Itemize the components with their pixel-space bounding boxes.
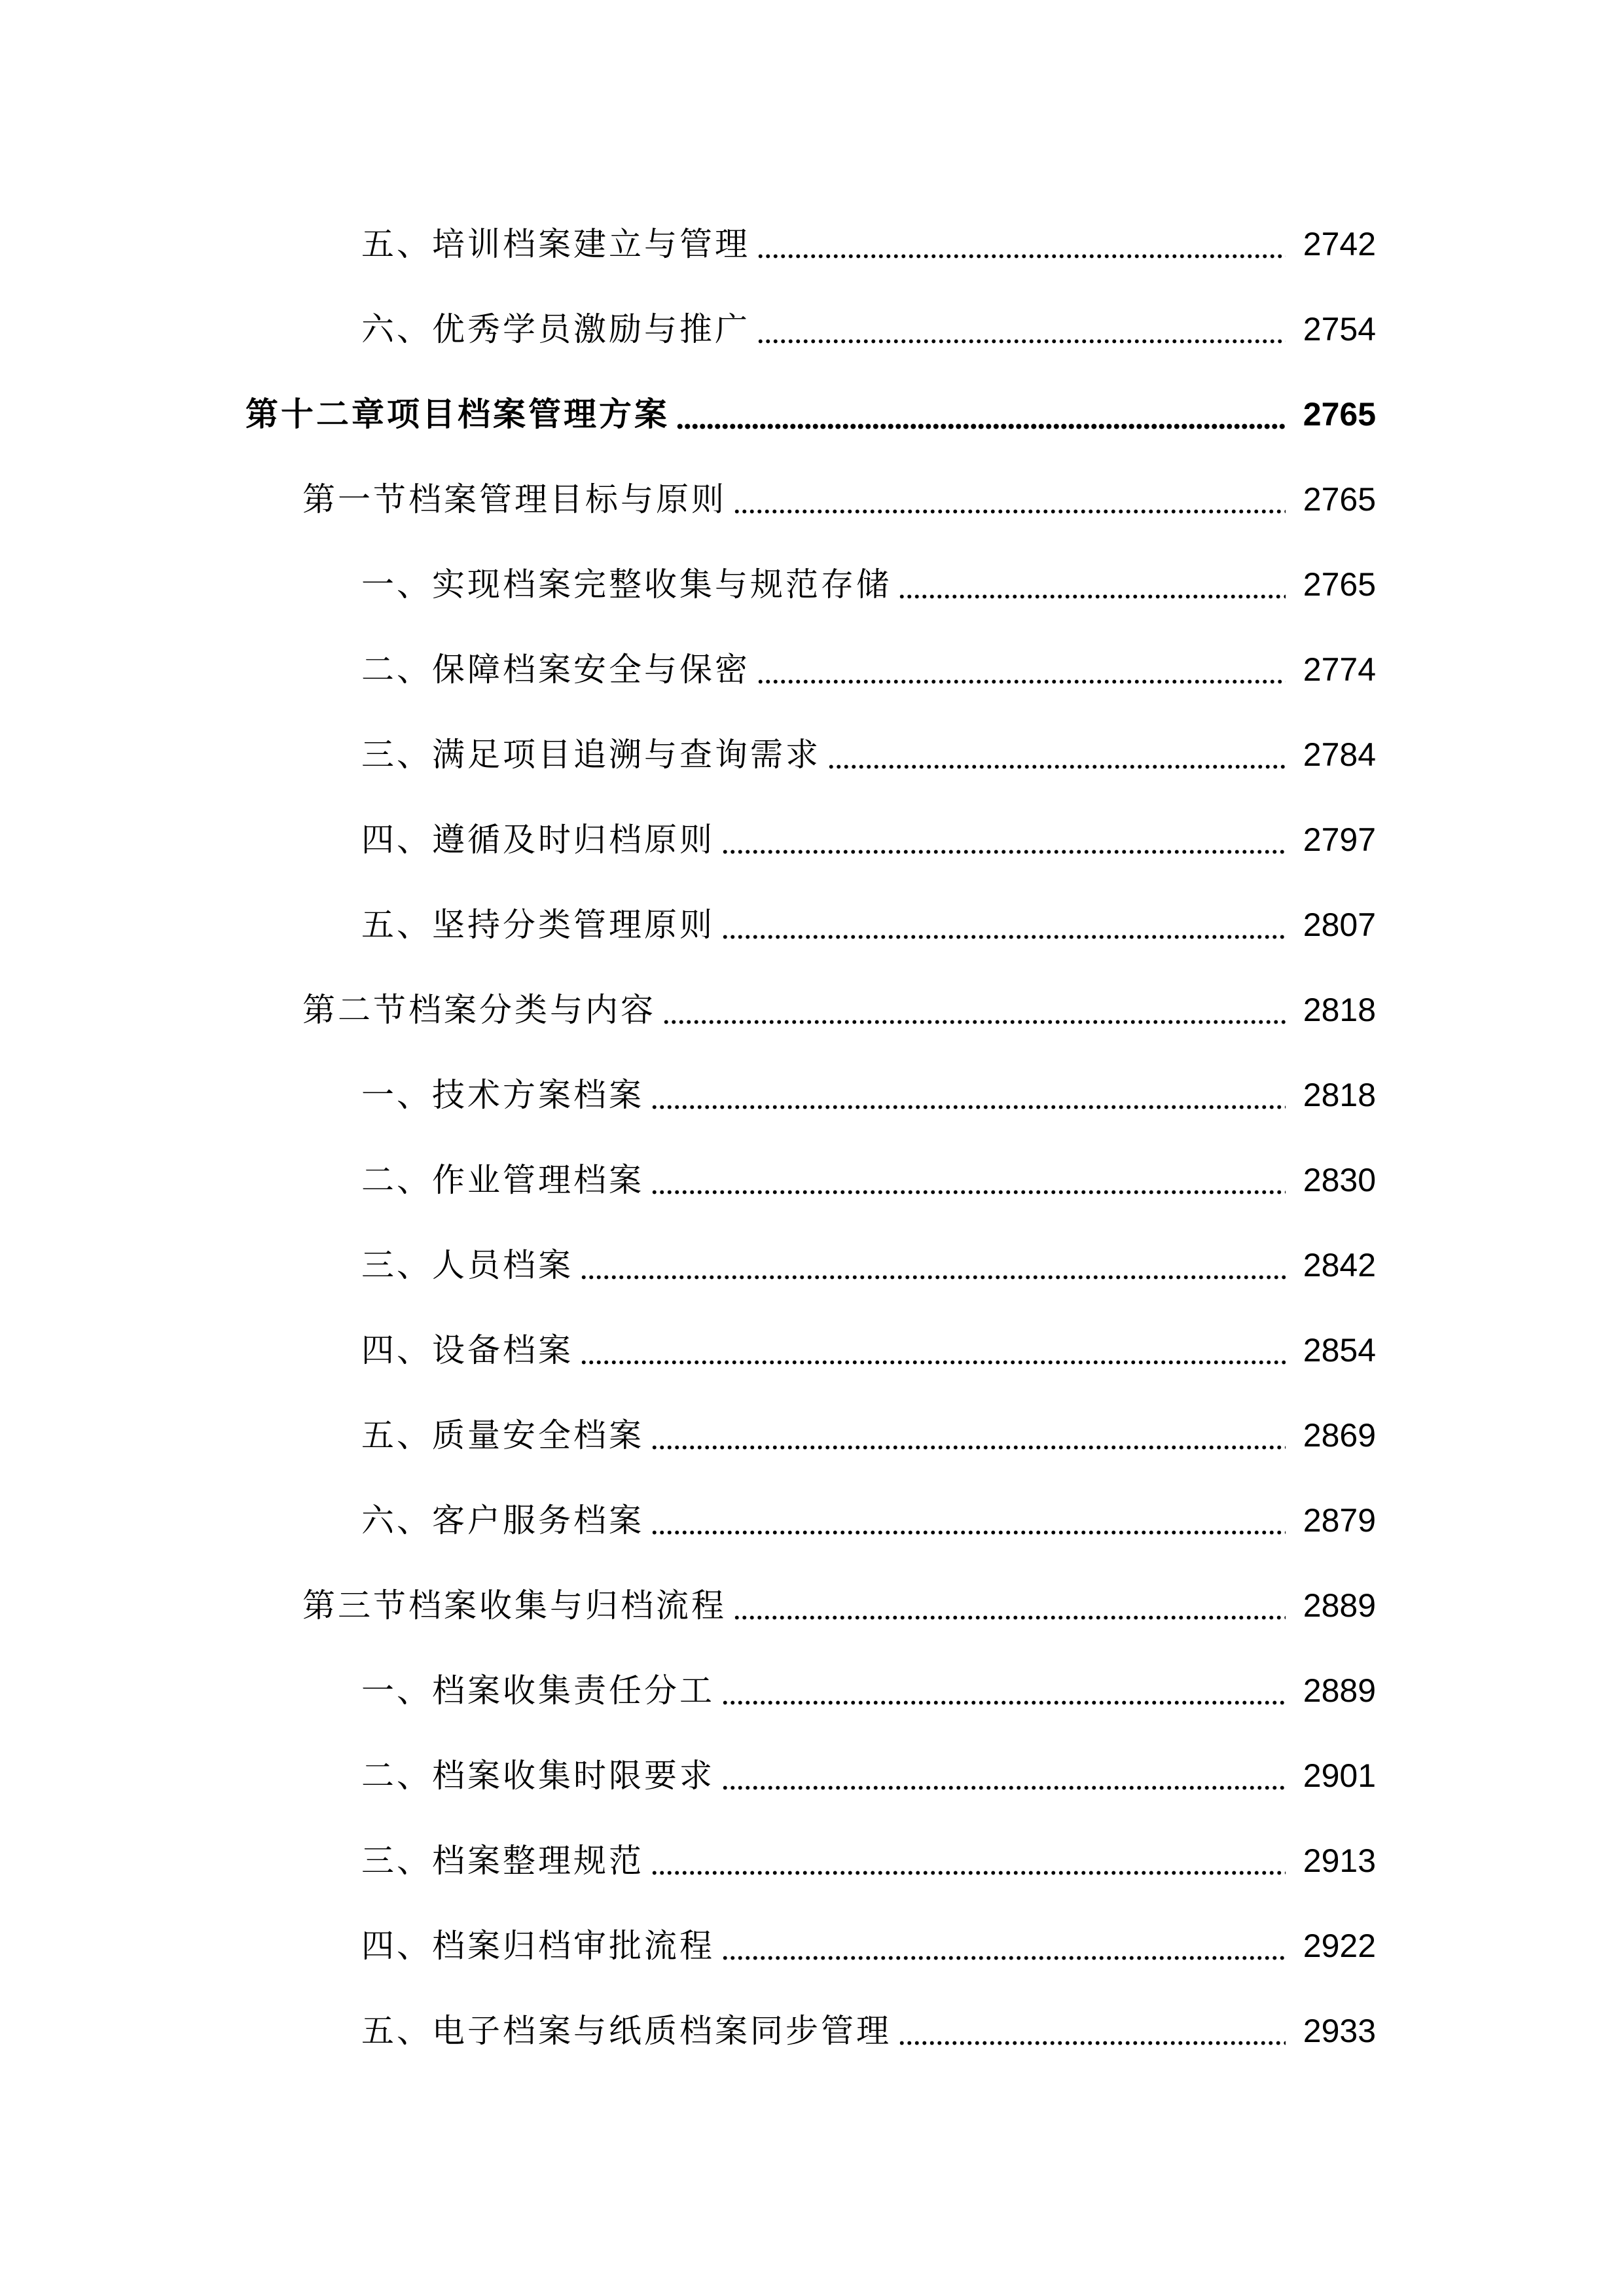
dot-leader: [721, 889, 1286, 961]
toc-page-number: 2797: [1303, 821, 1376, 858]
toc-entry-title: 二、保障档案安全与保密: [361, 651, 750, 689]
toc-entry-title: 五、电子档案与纸质档案同步管理: [361, 2012, 892, 2050]
toc-entry-title: 一、技术方案档案: [361, 1076, 644, 1114]
toc-entry-title: 二、档案收集时限要求: [361, 1757, 715, 1795]
dot-leader: [757, 634, 1286, 706]
toc-page-number: 2765: [1303, 396, 1376, 433]
toc-page-number: 2765: [1303, 481, 1376, 518]
toc-entry-title: 四、遵循及时归档原则: [361, 821, 715, 859]
toc-page-number: 2889: [1303, 1587, 1376, 1624]
toc-page-number: 2818: [1303, 992, 1376, 1028]
toc-entry-title: 四、设备档案: [361, 1331, 573, 1369]
toc-entry-title: 四、档案归档审批流程: [361, 1927, 715, 1965]
toc-page-number: 2889: [1303, 1672, 1376, 1709]
toc-entry-title: 一、档案收集责任分工: [361, 1672, 715, 1710]
toc-entry-title: 三、档案整理规范: [361, 1842, 644, 1880]
toc-entry-title: 第十二章项目档案管理方案: [245, 395, 670, 433]
dot-leader: [651, 1399, 1286, 1471]
toc-entry-title: 六、优秀学员激励与推广: [361, 310, 750, 348]
toc-page-number: 2901: [1303, 1757, 1376, 1794]
toc-subsection-entry[interactable]: [0, 1740, 1376, 1812]
toc-subsection-entry[interactable]: [0, 634, 1376, 706]
toc-page-number: 2922: [1303, 1928, 1376, 1964]
toc-page-number: 2818: [1303, 1077, 1376, 1113]
dot-leader: [662, 974, 1286, 1046]
toc-page-number: 2913: [1303, 1842, 1376, 1879]
toc-page-number: 2784: [1303, 736, 1376, 773]
toc-entry-title: 六、客户服务档案: [361, 1501, 644, 1539]
toc-page-number: 2869: [1303, 1417, 1376, 1454]
toc-page-number: 2754: [1303, 311, 1376, 348]
dot-leader: [721, 1910, 1286, 1982]
toc-subsection-entry[interactable]: [0, 889, 1376, 961]
toc-section-entry[interactable]: [0, 1570, 1376, 1641]
toc-subsection-entry[interactable]: [0, 1484, 1376, 1556]
toc-subsection-entry[interactable]: [0, 1655, 1376, 1727]
dot-leader: [898, 1995, 1286, 2067]
dot-leader: [651, 1484, 1286, 1556]
toc-page-number: 2830: [1303, 1162, 1376, 1198]
toc-subsection-entry[interactable]: [0, 293, 1376, 365]
toc-entry-title: 第三节档案收集与归档流程: [302, 1587, 727, 1624]
toc-entry-title: 第二节档案分类与内容: [302, 991, 656, 1029]
toc-entry-title: 二、作业管理档案: [361, 1161, 644, 1199]
dot-leader: [580, 1314, 1286, 1386]
dot-leader: [757, 293, 1286, 365]
toc-entry-title: 五、质量安全档案: [361, 1416, 644, 1454]
toc-chapter-entry[interactable]: [0, 378, 1376, 450]
dot-leader: [733, 463, 1286, 535]
dot-leader: [721, 1655, 1286, 1727]
toc-subsection-entry[interactable]: [0, 1399, 1376, 1471]
toc-subsection-entry[interactable]: [0, 804, 1376, 876]
toc-subsection-entry[interactable]: [0, 548, 1376, 620]
dot-leader: [651, 1825, 1286, 1897]
toc-page-number: 2854: [1303, 1332, 1376, 1369]
toc-page-number: 2879: [1303, 1502, 1376, 1539]
toc-entry-title: 第一节档案管理目标与原则: [302, 480, 727, 518]
toc-subsection-entry[interactable]: [0, 208, 1376, 280]
toc-section-entry[interactable]: [0, 974, 1376, 1046]
toc-page-number: 2933: [1303, 2013, 1376, 2049]
dot-leader: [580, 1229, 1286, 1301]
dot-leader: [721, 804, 1286, 876]
toc-subsection-entry[interactable]: [0, 1910, 1376, 1982]
toc-entry-title: 一、实现档案完整收集与规范存储: [361, 565, 892, 603]
toc-page-number: 2742: [1303, 226, 1376, 262]
dot-leader: [721, 1740, 1286, 1812]
dot-leader: [898, 548, 1286, 620]
dot-leader: [757, 208, 1286, 280]
toc-page-number: 2842: [1303, 1247, 1376, 1283]
toc-page-number: 2765: [1303, 566, 1376, 603]
toc-subsection-entry[interactable]: [0, 1059, 1376, 1131]
toc-entry-title: 五、培训档案建立与管理: [361, 225, 750, 263]
toc-entry-title: 三、满足项目追溯与查询需求: [361, 736, 821, 774]
toc-page-number: 2774: [1303, 651, 1376, 688]
dot-leader: [733, 1570, 1286, 1641]
dot-leader: [651, 1059, 1286, 1131]
toc-subsection-entry[interactable]: [0, 1229, 1376, 1301]
toc-subsection-entry[interactable]: [0, 1825, 1376, 1897]
toc-section-entry[interactable]: [0, 463, 1376, 535]
toc-entry-title: 三、人员档案: [361, 1246, 573, 1284]
toc-entry-title: 五、坚持分类管理原则: [361, 906, 715, 944]
toc-subsection-entry[interactable]: [0, 1144, 1376, 1216]
dot-leader: [651, 1144, 1286, 1216]
dot-leader: [676, 378, 1286, 450]
toc-subsection-entry[interactable]: [0, 1995, 1376, 2067]
toc-subsection-entry[interactable]: [0, 1314, 1376, 1386]
dot-leader: [827, 719, 1286, 791]
toc-subsection-entry[interactable]: [0, 719, 1376, 791]
toc-page-number: 2807: [1303, 906, 1376, 943]
